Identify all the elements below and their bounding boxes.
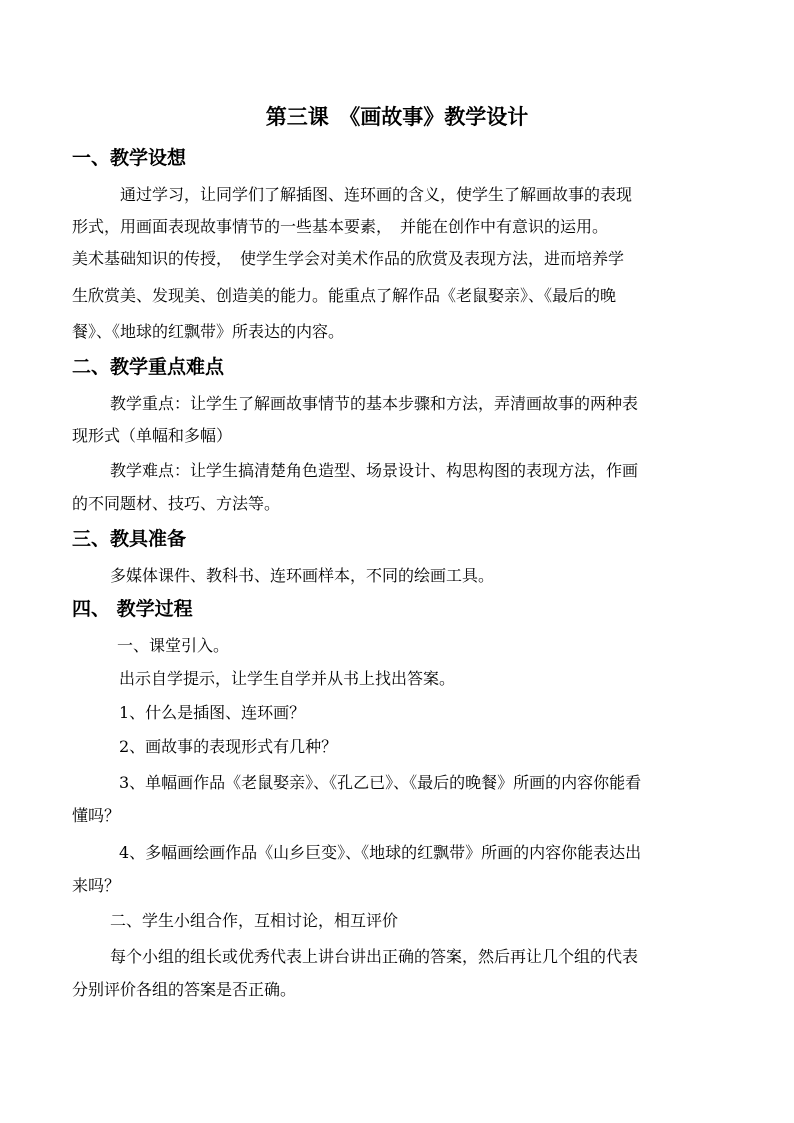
paragraph-line: 的不同题材、技巧、方法等。	[72, 494, 281, 513]
document-title: 第三课 《画故事》教学设计	[265, 104, 529, 129]
paragraph-line: 现形式（单幅和多幅）	[72, 426, 233, 445]
paragraph-line: 形式，用画面表现故事情节的一些基本要素， 并能在创作中有意识的运用。	[72, 217, 609, 236]
paragraph-line: 懂吗？	[72, 806, 121, 825]
paragraph-line: 二、学生小组合作，互相讨论，相互评价	[110, 911, 399, 930]
paragraph-line: 出示自学提示，让学生自学并从书上找出答案。	[119, 669, 456, 688]
paragraph-line: 美术基础知识的传授， 使学生学会对美术作品的欣赏及表现方法，进而培养学	[72, 249, 625, 268]
paragraph-line: 4、多幅画绘画作品《山乡巨变》、《地球的红飘带》所画的内容你能表达出	[119, 843, 642, 862]
paragraph-line: 每个小组的组长或优秀代表上讲台讲出正确的答案，然后再让几个组的代表	[110, 947, 639, 966]
section-heading-teaching-aids: 三、教具准备	[72, 528, 187, 550]
section-heading-design-idea: 一、教学设想	[72, 147, 187, 169]
paragraph-line: 生欣赏美、发现美、创造美的能力。能重点了解作品《老鼠娶亲》、《最后的晚	[72, 286, 617, 305]
paragraph-line: 3、单幅画作品《老鼠娶亲》、《孔乙已》、《最后的晚餐》所画的内容你能看	[119, 773, 642, 792]
paragraph-line: 多媒体课件、教科书、连环画样本，不同的绘画工具。	[110, 566, 495, 585]
paragraph-line: 1、什么是插图、连环画？	[119, 703, 306, 722]
section-heading-key-points: 二、教学重点难点	[72, 356, 225, 378]
paragraph-line: 分别评价各组的答案是否正确。	[72, 980, 297, 999]
paragraph-line: 一、课堂引入。	[117, 636, 230, 655]
paragraph-line: 教学难点：让学生搞清楚角色造型、场景设计、构思构图的表现方法，作画	[110, 461, 639, 480]
paragraph-line: 餐》、《地球的红飘带》所表达的内容。	[72, 322, 345, 341]
paragraph-line: 来吗？	[72, 876, 121, 895]
paragraph-line: 2、画故事的表现形式有几种？	[119, 737, 338, 756]
paragraph-line: 通过学习，让同学们了解插图、连环画的含义，使学生了解画故事的表现	[120, 185, 633, 204]
paragraph-line: 教学重点：让学生了解画故事情节的基本步骤和方法，弄清画故事的两种表	[110, 394, 639, 413]
section-heading-teaching-process: 四、 教学过程	[72, 598, 193, 620]
